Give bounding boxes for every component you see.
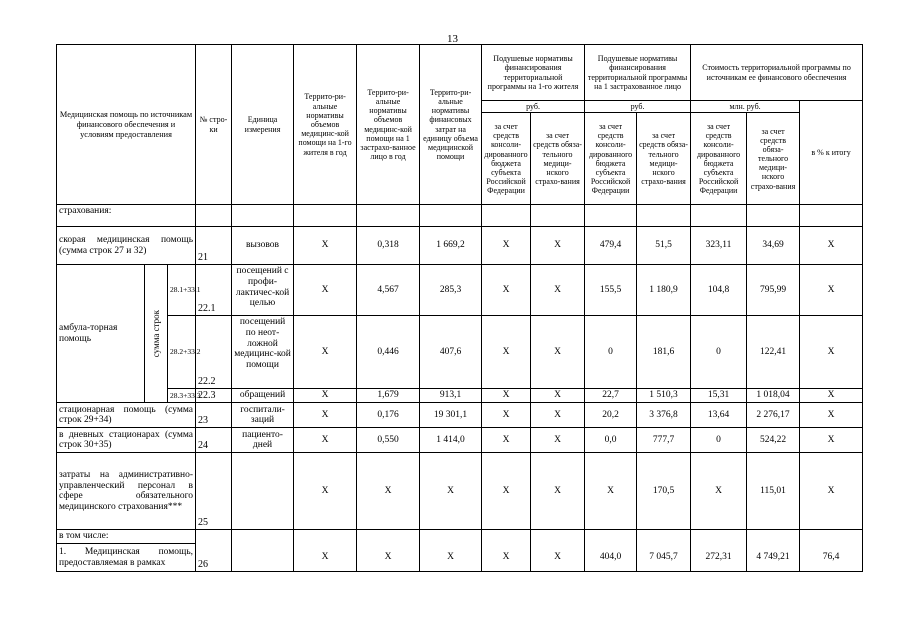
row-number: 23	[196, 403, 232, 428]
cell-value: 19 301,1	[420, 403, 482, 428]
cell-value: X	[482, 453, 531, 530]
header-unit-rub-2: руб.	[585, 101, 691, 113]
cell-value: 2 276,17	[747, 403, 800, 428]
ambulatory-vertical-cell	[145, 265, 168, 403]
cell-value: 913,1	[420, 389, 482, 403]
cell-value: X	[531, 265, 585, 316]
including-label: в том числе:	[57, 530, 196, 544]
cell-value: X	[482, 265, 531, 316]
header-oms-3: за счет средств обяза-тельного медици-нского страхо-вания	[747, 113, 800, 205]
cell-value: X	[482, 389, 531, 403]
cell-value: X	[800, 227, 863, 265]
row-number: 24	[196, 428, 232, 453]
cell-value: X	[294, 544, 357, 572]
cell-value: 155,5	[585, 265, 637, 316]
cell-value: 795,99	[747, 265, 800, 316]
cell-value: X	[800, 265, 863, 316]
cell-value: 1 669,2	[420, 227, 482, 265]
cell-value: 0,446	[357, 316, 420, 389]
header-norm-cost: Террито-ри-альные нормативы финансовых затрат на единицу объема медицинской помощи	[420, 45, 482, 205]
header-row-number: № стро-ки	[196, 45, 232, 205]
cell-value: 272,31	[691, 544, 747, 572]
cell-value: X	[531, 389, 585, 403]
header-percent: в % к итогу	[800, 101, 863, 205]
cell-value: 0	[691, 316, 747, 389]
row-number: 26	[196, 544, 232, 572]
cell-value: X	[420, 453, 482, 530]
cell-value: 122,41	[747, 316, 800, 389]
header-oms-1: за счет средств обяза-тельного медици-нского страхо-вания	[531, 113, 585, 205]
cell-value: 524,22	[747, 428, 800, 453]
financing-table	[56, 44, 863, 572]
cell-value: X	[482, 227, 531, 265]
header-oms-2: за счет средств обяза-тельного медици-нского страхо-вания	[637, 113, 691, 205]
cell-value: X	[585, 453, 637, 530]
table-row	[57, 265, 863, 316]
table-row	[57, 428, 863, 453]
cell-value: 323,11	[691, 227, 747, 265]
cell-value: 1 414,0	[420, 428, 482, 453]
cell-value: X	[357, 453, 420, 530]
row-unit: вызовов	[232, 227, 294, 265]
cell-value: 15,31	[691, 389, 747, 403]
cell-value: X	[531, 403, 585, 428]
cell-value: X	[294, 227, 357, 265]
cell-value: 13,64	[691, 403, 747, 428]
header-budget-3: за счет средств консоли-дированного бюджета субъекта Российской Федерации	[691, 113, 747, 205]
page-number: 13	[447, 33, 458, 45]
cell-value: 0,176	[357, 403, 420, 428]
row-unit: обращений	[232, 389, 294, 403]
cell-value: 51,5	[637, 227, 691, 265]
cell-value: 1 510,3	[637, 389, 691, 403]
section-label: страхования:	[57, 205, 196, 227]
table-row	[57, 316, 863, 389]
cell-value: 20,2	[585, 403, 637, 428]
row-unit: посещений по неот-ложной медицинс-кой помощи	[232, 316, 294, 389]
cell-value: X	[294, 265, 357, 316]
header-group-per-insured: Подушевые нормативы финансирования территориальной программы на 1 застрахованное лицо	[585, 45, 691, 101]
cell-value: 777,7	[637, 428, 691, 453]
row-number: 22.2	[196, 316, 232, 389]
header-norm-volume: Террито-ри-альные нормативы объемов медицинс-кой помощи на 1-го жителя в год	[294, 45, 357, 205]
header-row-1	[57, 45, 863, 101]
header-budget-1: за счет средств консоли-дированного бюджета субъекта Российской Федерации	[482, 113, 531, 205]
including-row	[57, 530, 863, 544]
cell-value: 3 376,8	[637, 403, 691, 428]
row-number: 21	[196, 227, 232, 265]
row-number: 22.1	[196, 265, 232, 316]
header-name: Медицинская помощь по источникам финансового обеспечения и условиям предоставления	[57, 45, 196, 205]
cell-value: X	[531, 544, 585, 572]
row-name: стационарная помощь (сумма строк 29+34)	[57, 403, 196, 428]
cell-value: X	[482, 544, 531, 572]
cell-value: 115,01	[747, 453, 800, 530]
cell-value: X	[531, 453, 585, 530]
cell-value: 0,0	[585, 428, 637, 453]
header-unit-rub-1: руб.	[482, 101, 585, 113]
row-unit: пациенто-дней	[232, 428, 294, 453]
cell-value: 1,679	[357, 389, 420, 403]
cell-value: X	[800, 453, 863, 530]
cell-value: X	[800, 403, 863, 428]
cell-value: X	[294, 453, 357, 530]
cell-value: 0	[691, 428, 747, 453]
row-number: 22.3	[196, 389, 232, 403]
cell-value: 181,6	[637, 316, 691, 389]
header-unit-mln: млн. руб.	[691, 101, 800, 113]
table-row	[57, 544, 863, 572]
cell-value: 34,69	[747, 227, 800, 265]
cell-value: X	[800, 316, 863, 389]
table-row	[57, 403, 863, 428]
row-code: 28.3+33.3	[168, 389, 196, 403]
header-unit: Единица измерения	[232, 45, 294, 205]
cell-value: X	[531, 428, 585, 453]
cell-value: 1 018,04	[747, 389, 800, 403]
header-norm-volume-insured: Террито-ри-альные нормативы объемов медицинс-кой помощи на 1 застрахо-ванное лицо в год	[357, 45, 420, 205]
cell-value: 104,8	[691, 265, 747, 316]
cell-value: 285,3	[420, 265, 482, 316]
cell-value: X	[531, 316, 585, 389]
cell-value: 4 749,21	[747, 544, 800, 572]
row-name: затраты на административно-управленческий персонал в сфере обязательного медицинского страхования***	[57, 453, 196, 530]
cell-value: X	[482, 428, 531, 453]
row-unit: посещений с профи-лактичес-кой целью	[232, 265, 294, 316]
header-budget-2: за счет средств консоли-дированного бюджета субъекта Российской Федерации	[585, 113, 637, 205]
section-row	[57, 205, 863, 227]
cell-value: X	[482, 403, 531, 428]
row-name: в дневных стационарах (сумма строк 30+35)	[57, 428, 196, 453]
row-name: скорая медицинская помощь (сумма строк 27 и 32)	[57, 227, 196, 265]
cell-value: X	[294, 403, 357, 428]
cell-value: 0,318	[357, 227, 420, 265]
cell-value: 0	[585, 316, 637, 389]
cell-value: 7 045,7	[637, 544, 691, 572]
cell-value: X	[482, 316, 531, 389]
cell-value: 404,0	[585, 544, 637, 572]
row-unit	[232, 544, 294, 572]
ambulatory-vertical-label: сумма строк	[150, 310, 161, 358]
table-row	[57, 227, 863, 265]
cell-value: 479,4	[585, 227, 637, 265]
row-unit	[232, 453, 294, 530]
row-number: 25	[196, 453, 232, 530]
cell-value: X	[800, 428, 863, 453]
ambulatory-name: амбула-торная помощь	[57, 265, 145, 403]
cell-value: 407,6	[420, 316, 482, 389]
cell-value: 76,4	[800, 544, 863, 572]
table-row	[57, 389, 863, 403]
cell-value: X	[691, 453, 747, 530]
cell-value: 22,7	[585, 389, 637, 403]
cell-value: X	[420, 544, 482, 572]
header-group-cost: Стоимость территориальной программы по источникам ее финансового обеспечения	[691, 45, 863, 101]
cell-value: 0,550	[357, 428, 420, 453]
table-row	[57, 453, 863, 530]
cell-value: X	[294, 389, 357, 403]
cell-value: 1 180,9	[637, 265, 691, 316]
cell-value: X	[357, 544, 420, 572]
cell-value: X	[294, 428, 357, 453]
cell-value: 170,5	[637, 453, 691, 530]
cell-value: X	[531, 227, 585, 265]
header-group-per-resident: Подушевые нормативы финансирования территориальной программы на 1-го жителя	[482, 45, 585, 101]
row-code: 28.2+33.2	[168, 316, 196, 389]
row-code: 28.1+33.1	[168, 265, 196, 316]
row-unit: госпитали-заций	[232, 403, 294, 428]
cell-value: X	[294, 316, 357, 389]
row-name: 1. Медицинская помощь, предоставляемая в рамках	[57, 544, 196, 572]
cell-value: 4,567	[357, 265, 420, 316]
cell-value: X	[800, 389, 863, 403]
